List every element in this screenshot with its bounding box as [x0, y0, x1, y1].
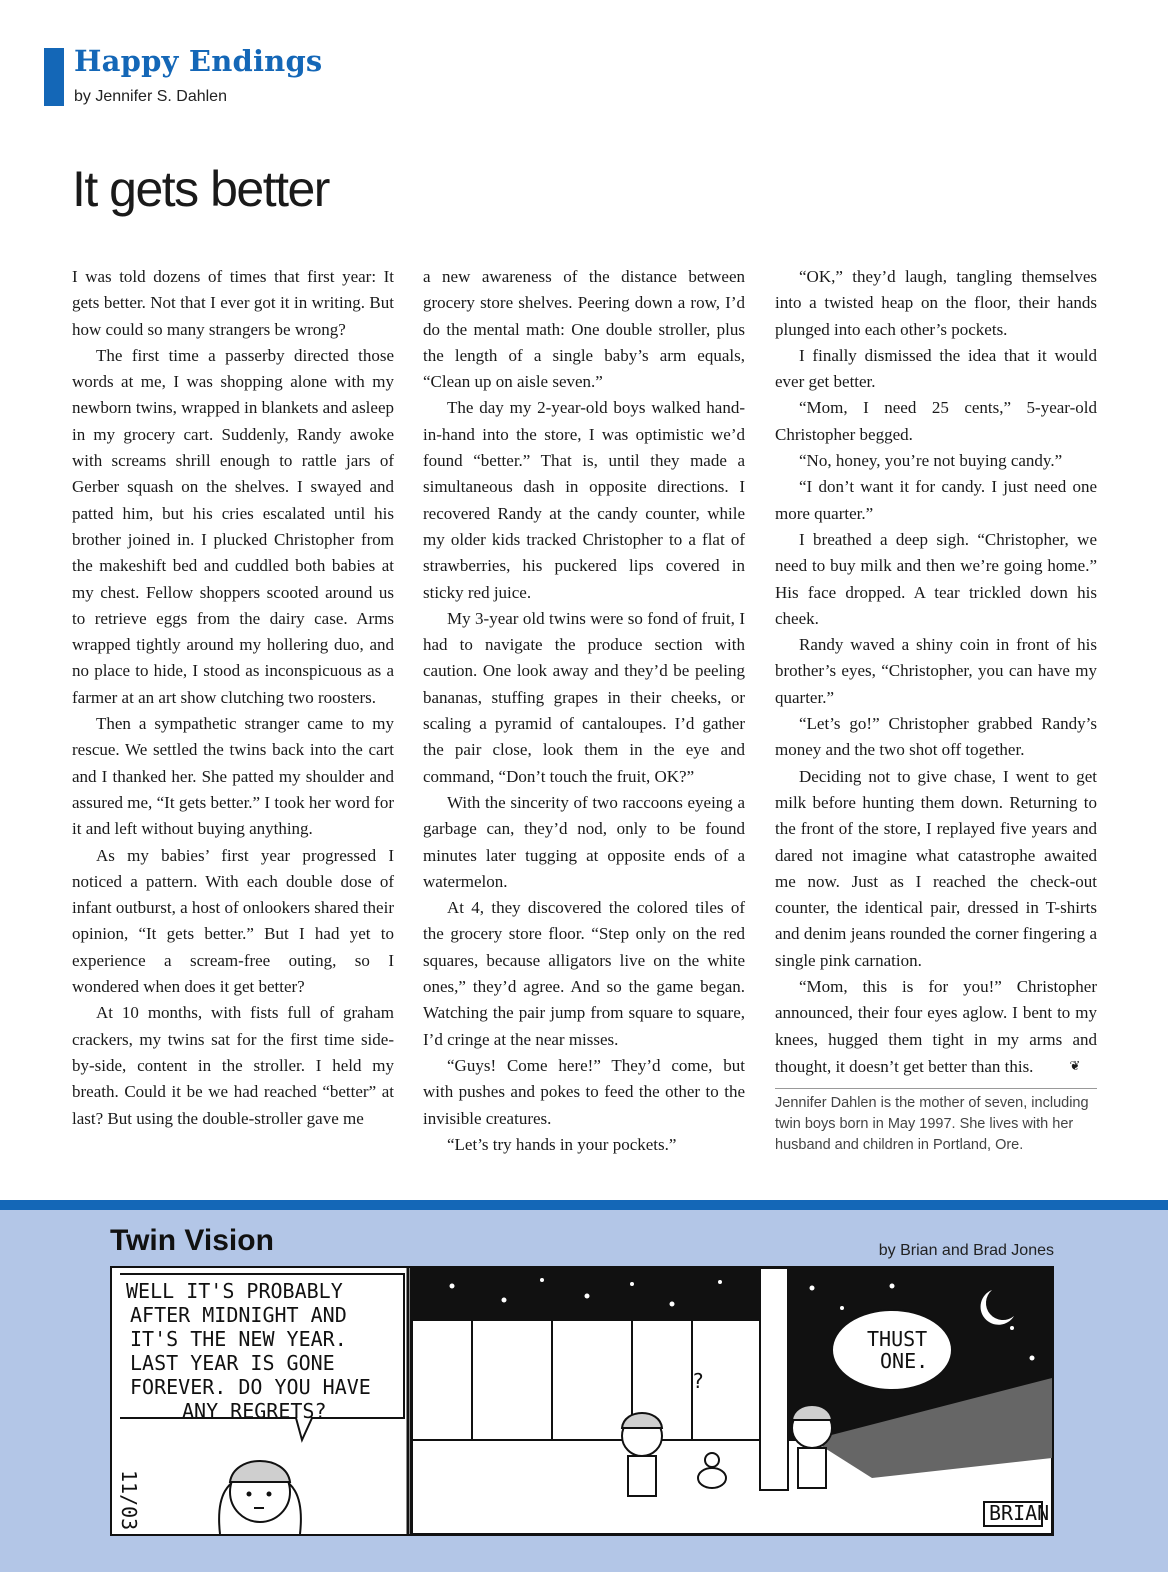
paragraph: The first time a passerby directed those words at me, I was shopping alone with my newborn twins, wrapped in blankets and asleep in my grocery cart. Suddenly, Randy awoke with screams shrill enough to rattle jars of Gerber squash on the shelves. I swayed and patted him, but his cries escalated until his brother joined in. I plucked Christopher from the makeshift bed and cuddled both babies at my chest. Fellow shoppers scooted around us to retrieve eggs from the dairy case. Arms wrapped tightly around my hollering duo, and no place to hide, I stood as inconspicuous as a farmer at an art show clutching two roosters.	[72, 345, 394, 707]
speech-line: IT'S THE NEW YEAR.	[130, 1327, 347, 1351]
section-accent-bar	[44, 48, 64, 106]
article-column-3	[775, 264, 1097, 1156]
article-headline: It gets better	[72, 161, 329, 217]
question-mark: ?	[692, 1369, 705, 1393]
paragraph: “Let’s try hands in your pockets.”	[447, 1134, 677, 1154]
paragraph: The day my 2-year-old boys walked hand-in-hand into the store, I was optimistic we’d found “better.” That is, until they made a simultaneous dash in opposite directions. I recovered Randy at the candy counter, while my older kids tracked Christopher to a flat of strawberries, his puckered lips covered in sticky red juice.	[423, 398, 745, 602]
speech-line: LAST YEAR IS GONE	[130, 1351, 335, 1375]
section-byline: by Jennifer S. Dahlen	[74, 88, 227, 105]
paragraph: I was told dozens of times that first year: It gets better. Not that I ever got it in writing. But how could so many strangers be wrong?	[72, 267, 394, 339]
paragraph: I finally dismissed the idea that it would ever get better.	[775, 345, 1097, 392]
paragraph: “No, honey, you’re not buying candy.”	[799, 451, 1063, 471]
paragraph: With the sincerity of two raccoons eyeing a garbage can, they’d nod, only to be found minutes later tugging at opposite ends of a watermelon.	[423, 792, 745, 891]
paragraph: “I don’t want it for candy. I just need one more quarter.”	[775, 477, 1097, 523]
comic-panel-2	[410, 1268, 1052, 1534]
article-column-1	[72, 264, 394, 1132]
speech-line: ONE.	[880, 1349, 929, 1373]
paragraph: At 10 months, with fists full of graham crackers, my twins sat for the first time side-by-side, content in the stroller. I held my breath. Could it be we had reached “better” at last? But using the double-stroller gave me	[72, 1003, 394, 1128]
speech-line: THUST	[867, 1327, 928, 1351]
comic-strip	[0, 1200, 1168, 1572]
comic-panel-1	[117, 1274, 404, 1534]
paragraph: At 4, they discovered the colored tiles of the grocery store floor. “Step only on the red squares, because alligators live on the white ones,” they’d agree. And so the game began. Watching the pair jump from square to square, I’d cringe at the near misses.	[423, 898, 745, 1049]
bio-divider	[775, 1088, 1097, 1156]
paragraph: “Let’s go!” Christopher grabbed Randy’s money and the two shot off together.	[775, 714, 1097, 760]
comic-date: 11/03	[117, 1470, 141, 1531]
speech-line: AFTER MIDNIGHT AND	[130, 1303, 347, 1327]
speech-line: WELL IT'S PROBABLY	[126, 1279, 343, 1303]
comic-frame	[110, 1266, 1054, 1536]
end-mark-icon: ❦	[1069, 1057, 1081, 1073]
paragraph: “OK,” they’d laugh, tangling themselves into a twisted heap on the floor, their hands plunged into each other’s pockets.	[775, 267, 1097, 339]
comic-illustration	[112, 1268, 1052, 1534]
paragraph: “Mom, I need 25 cents,” 5-year-old Christopher begged.	[775, 398, 1097, 444]
article-column-2	[423, 264, 745, 1158]
paragraph: Deciding not to give chase, I went to get milk before hunting them down. Returning to the front of the store, I replayed five years and dared not imagine what catastrophe awaited me now. Just as I reached the check-out counter, the identical pair, dressed in T-shirts and denim jeans rounded the corner fingering a single pink carnation.	[775, 766, 1097, 970]
paragraph-final	[775, 974, 1097, 1080]
store-wall	[412, 1320, 762, 1440]
comic-credit: by Brian and Brad Jones	[878, 1242, 1054, 1259]
paragraph: As my babies’ first year progressed I noticed a pattern. With each double dose of infant outburst, a host of onlookers shared their opinion, “It gets better.” But I had yet to experience a scream-free outing, so I wondered when does it get better?	[72, 845, 394, 997]
speech-line: ANY REGRETS?	[182, 1399, 327, 1423]
paragraph: Then a sympathetic stranger came to my rescue. We settled the twins back into the cart and I thanked her. She patted my shoulder and assured me, “It gets better.” I took her word for it and left without buying anything.	[72, 714, 394, 839]
paragraph: My 3-year old twins were so fond of fruit, I had to navigate the produce section with caution. One look away and they’d be peeling bananas, stuffing grapes in their cheeks, or scaling a pyramid of cantaloupes. I’d gather the pair close, look them in the eye and command, “Don’t touch the fruit, OK?”	[423, 608, 745, 786]
child-character-1	[219, 1461, 301, 1534]
paragraph: I breathed a deep sigh. “Christopher, we need to buy milk and then we’re going home.” His face dropped. A tear trickled down his cheek.	[775, 529, 1097, 628]
final-paragraph-text: “Mom, this is for you!” Christopher announced, their four eyes aglow. I bent to my knees, hugged them tight in my arms and thought, it doesn’t get better than this.	[775, 977, 1097, 1076]
paragraph: a new awareness of the distance between grocery store shelves. Peering down a row, I’d do the mental math: One double stroller, plus the length of a single baby’s arm equals, “Clean up on aisle seven.”	[423, 267, 745, 392]
paragraph: “Guys! Come here!” They’d come, but with pushes and pokes to feed the other to the invisible creatures.	[423, 1055, 745, 1128]
artist-signature: BRIAN	[989, 1501, 1050, 1525]
author-bio: Jennifer Dahlen is the mother of seven, including twin boys born in May 1997. She lives with her husband and children in Portland, Ore.	[775, 1095, 1089, 1154]
pillar	[760, 1268, 788, 1490]
paragraph: Randy waved a shiny coin in front of his brother’s eyes, “Christopher, you can have my quarter.”	[775, 635, 1097, 707]
speech-line: FOREVER. DO YOU HAVE	[130, 1375, 371, 1399]
section-title: Happy Endings	[74, 44, 323, 78]
comic-title: Twin Vision	[110, 1224, 274, 1257]
